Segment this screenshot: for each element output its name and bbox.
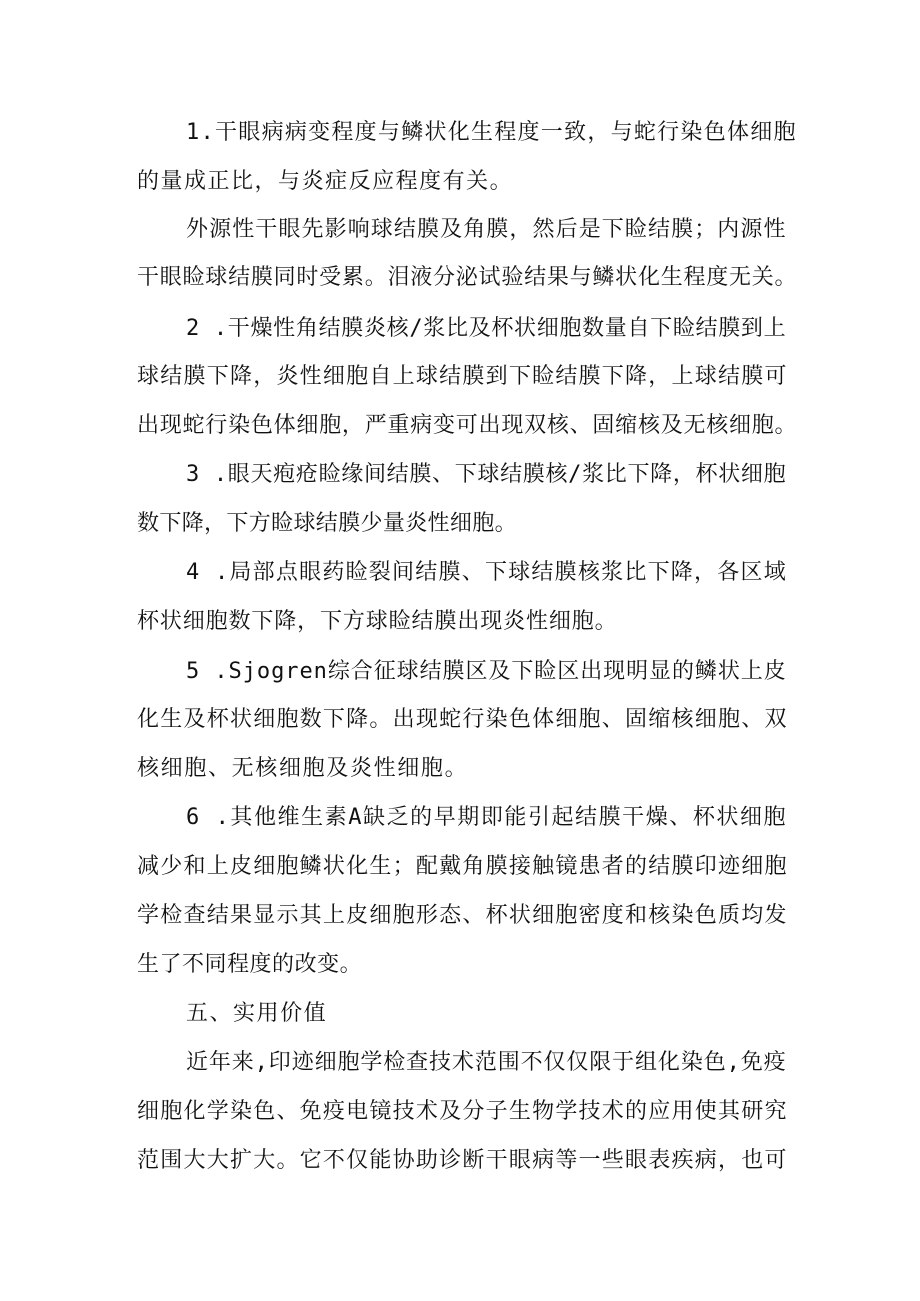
paragraph-3-line-2: 球结膜下降，炎性细胞自上球结膜到下睑结膜下降，上球结膜可 — [137, 364, 788, 389]
paragraph-1-line-1: 1.干眼病病变程度与鳞状化生程度一致，与蛇行染色体细胞 — [186, 120, 797, 145]
paragraph-6-line-3: 核细胞、无核细胞及炎性细胞。 — [137, 756, 469, 781]
paragraph-7-line-4: 生了不同程度的改变。 — [137, 952, 363, 977]
paragraph-6-line-2: 化生及杯状细胞数下降。出现蛇行染色体细胞、固缩核细胞、双 — [137, 707, 788, 732]
paragraph-8-line-2: 细胞化学染色、免疫电镜技术及分子生物学技术的应用使其研究 — [137, 1099, 788, 1124]
paragraph-7-line-3: 学检查结果显示其上皮细胞形态、杯状细胞密度和核染色质均发 — [137, 903, 788, 928]
paragraph-3-line-3: 出现蛇行染色体细胞，严重病变可出现双核、固缩核及无核细胞。 — [137, 413, 798, 438]
paragraph-7-line-1: 6 .其他维生素A缺乏的早期即能引起结膜干燥、杯状细胞 — [186, 805, 788, 830]
paragraph-7-line-2: 减少和上皮细胞鳞状化生；配戴角膜接触镜患者的结膜印迹细胞 — [137, 854, 788, 879]
paragraph-5-line-2: 杯状细胞数下降，下方球睑结膜出现炎性细胞。 — [137, 609, 618, 634]
paragraph-2-line-1: 外源性干眼先影响球结膜及角膜，然后是下睑结膜；内源性 — [186, 217, 787, 242]
paragraph-8-line-1: 近年来,印迹细胞学检查技术范围不仅仅限于组化染色,免疫 — [186, 1050, 787, 1075]
paragraph-1-line-2: 的量成正比，与炎症反应程度有关。 — [137, 169, 514, 194]
paragraph-2-line-2: 干眼睑球结膜同时受累。泪液分泌试验结果与鳞状化生程度无关。 — [137, 265, 798, 290]
paragraph-8-line-3: 范围大大扩大。它不仅能协助诊断干眼病等一些眼表疾病，也可 — [137, 1148, 788, 1173]
paragraph-4-line-2: 数下降，下方睑球结膜少量炎性细胞。 — [137, 511, 517, 536]
section-heading-practical-value: 五、实用价值 — [186, 1001, 328, 1026]
paragraph-6-line-1: 5 .Sjogren综合征球结膜区及下睑区出现明显的鳞状上皮 — [186, 659, 787, 684]
paragraph-4-line-1: 3 .眼天疱疮睑缘间结膜、下球结膜核/浆比下降，杯状细胞 — [186, 462, 787, 487]
paragraph-3-line-1: 2 .干燥性角结膜炎核/浆比及杯状细胞数量自下睑结膜到上 — [186, 316, 787, 341]
paragraph-5-line-1: 4 .局部点眼药睑裂间结膜、下球结膜核浆比下降，各区域 — [186, 560, 787, 585]
